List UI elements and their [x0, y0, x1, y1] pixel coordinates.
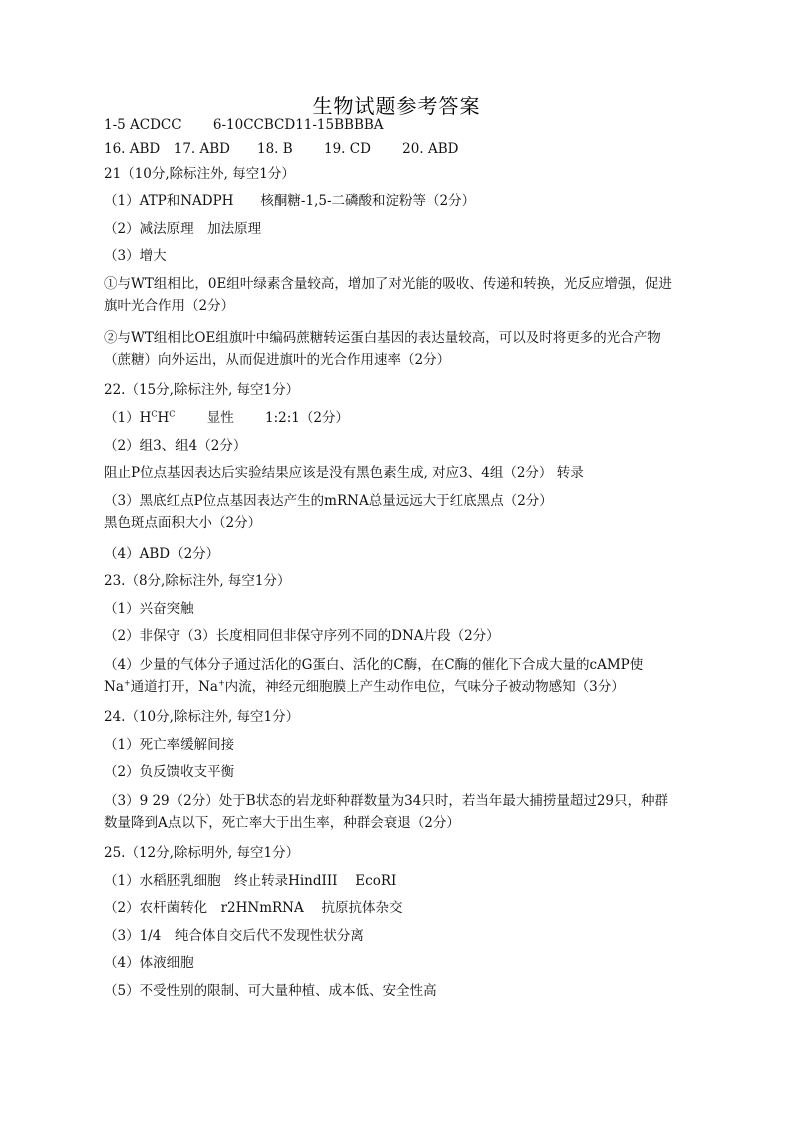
q22-part1-prefix: （1）H	[104, 410, 152, 426]
q24-header: 24.（10分,除标注外, 每空1分）	[104, 709, 300, 725]
q23-rest: 内流，神经元细胞膜上产生动作电位，气味分子被动物感知（3分）	[224, 679, 625, 695]
q22-part2-explanation: 阻止P位点基因表达后实验结果应该是没有黑色素生成, 对应3、4组（2分） 转录	[104, 465, 584, 481]
q23-na1: Na	[104, 679, 124, 695]
q22-part3-extra: 黑色斑点面积大小（2分）	[104, 515, 262, 531]
q23-channel: 通道打开，Na	[130, 679, 218, 695]
q21-header: 21（10分,除标注外, 每空1分）	[104, 166, 295, 182]
q25-part1: （1）水稻胚乳细胞 终止转录HindIII EcoRI	[104, 873, 397, 889]
answers-1-15: 1-5 ACDCC 6-10CCBCD11-15BBBBA	[104, 117, 384, 133]
q22-header: 22.（15分,除标注外, 每空1分）	[104, 382, 300, 398]
q22-superscript-c1: C	[151, 409, 158, 419]
q22-part1-rest: 显性 1:2:1（2分）	[175, 410, 349, 426]
q24-part3-line2: 数量降到A点以下，死亡率大于出生率，种群会衰退（2分）	[104, 815, 460, 831]
q25-part4: （4）体液细胞	[104, 955, 194, 971]
q22-part3: （3）黑底红点P位点基因表达产生的mRNA总量远远大于红底黑点（2分）	[104, 493, 553, 509]
page-title: 生物试题参考答案	[312, 94, 481, 118]
q24-part3-line1: （3）9 29（2分）处于B状态的岩龙虾种群数量为34只时，若当年最大捕捞量超过29只，种群	[104, 793, 669, 809]
q24-part2: （2）负反馈收支平衡	[104, 764, 235, 780]
q21-part3-reason2-line2: （蔗糖）向外运出，从而促进旗叶的光合作用速率（2分）	[104, 352, 451, 368]
q23-part2-3: （2）非保守（3）长度相同但非保守序列不同的DNA片段（2分）	[104, 628, 500, 644]
q21-part3: （3）增大	[104, 248, 167, 264]
q21-part2: （2）减法原理 加法原理	[104, 221, 262, 237]
q22-part1-h2: H	[157, 410, 170, 426]
answers-16-20: 16. ABD 17. ABD 18. B 19. CD 20. ABD	[104, 141, 459, 157]
q22-part1	[104, 409, 704, 427]
q22-part2: （2）组3、组4（2分）	[104, 438, 247, 454]
q23-part1: （1）兴奋突触	[104, 601, 194, 617]
q23-header: 23.（8分,除标注外, 每空1分）	[104, 573, 291, 589]
q23-part4-line2	[104, 678, 704, 696]
q25-part3: （3）1/4 纯合体自交后代不发现性状分离	[104, 928, 364, 944]
q25-part5: （5）不受性别的限制、可大量种植、成本低、安全性高	[104, 983, 437, 999]
q21-part1: （1）ATP和NADPH 核酮糖-1,5-二磷酸和淀粉等（2分）	[104, 193, 476, 209]
q23-plus2: +	[217, 678, 225, 688]
q23-plus1: +	[123, 678, 131, 688]
q24-part1: （1）死亡率缓解间接	[104, 737, 235, 753]
q22-superscript-c2: C	[169, 409, 176, 419]
q25-part2: （2）农杆菌转化 r2HNmRNA 抗原抗体杂交	[104, 900, 403, 916]
q25-header: 25.（12分,除标明外, 每空1分）	[104, 845, 300, 861]
q23-part4-line1: （4）少量的气体分子通过活化的G蛋白、活化的C酶，在C酶的催化下合成大量的cAMP使	[104, 657, 644, 673]
q21-part3-reason1-line2: 旗叶光合作用（2分）	[104, 298, 235, 314]
q21-part3-reason1-line1: ①与WT组相比，0E组叶绿素含量较高，增加了对光能的吸收、传递和转换，光反应增强，促进	[104, 276, 672, 292]
q22-part4: （4）ABD（2分）	[104, 546, 220, 562]
q21-part3-reason2-line1: ②与WT组相比OE组旗叶中编码蔗糖转运蛋白基因的表达量较高，可以及时将更多的光合产物	[104, 330, 661, 346]
